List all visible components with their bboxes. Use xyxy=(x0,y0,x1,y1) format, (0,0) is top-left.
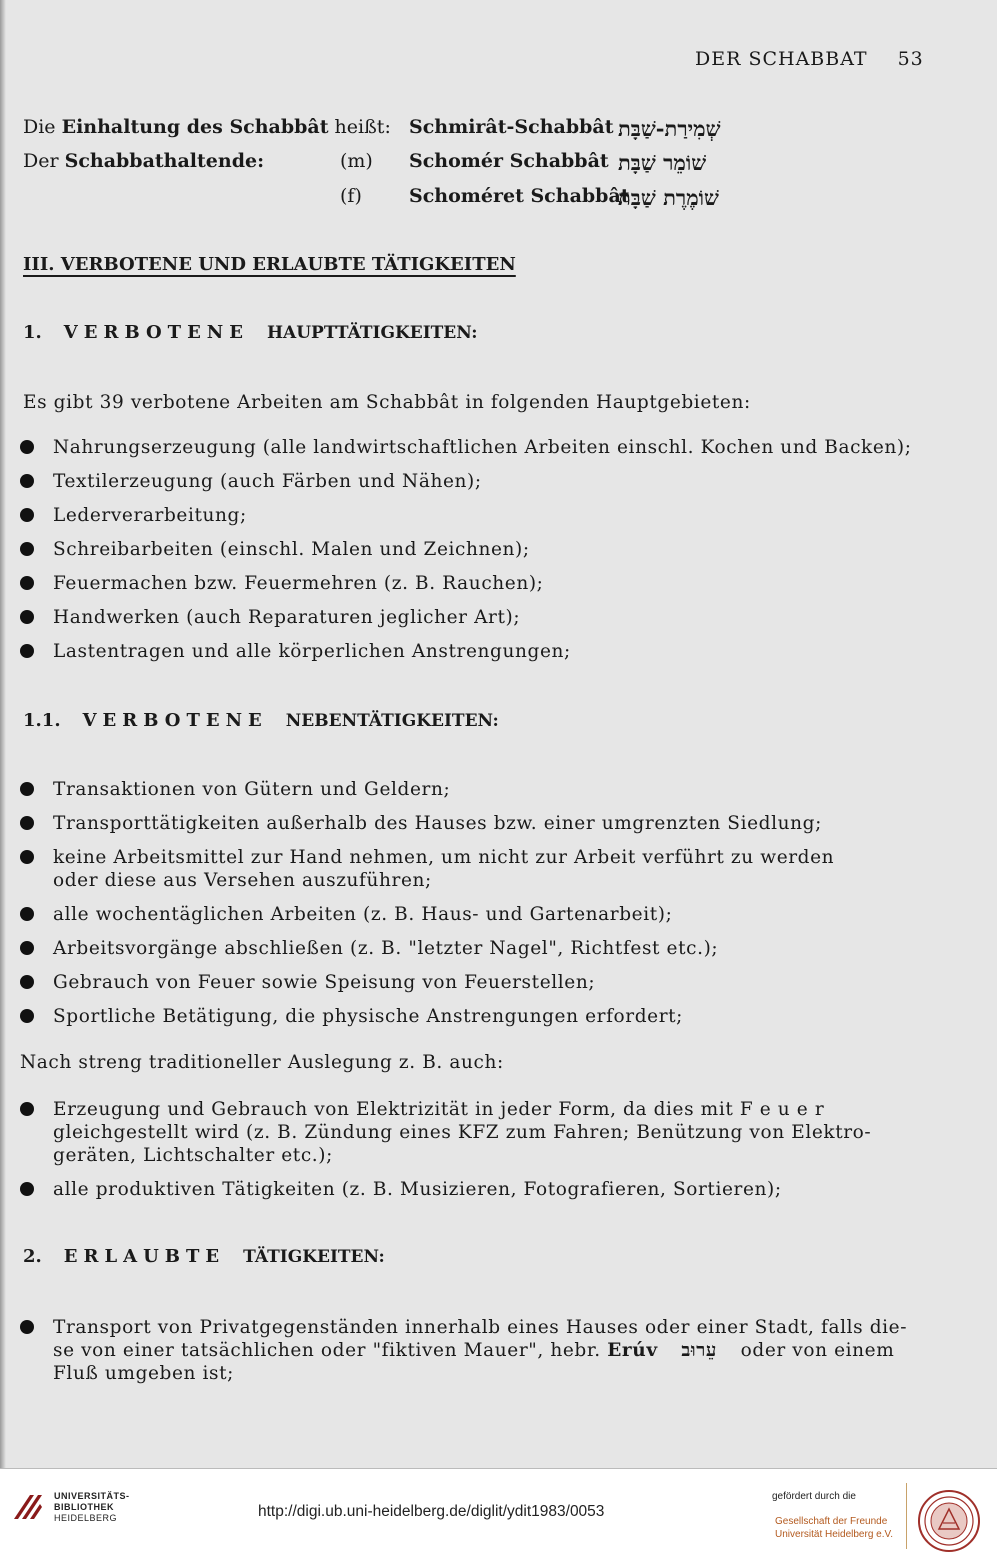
bullet-icon xyxy=(20,782,34,796)
list-item: Schreibarbeiten (einschl. Malen und Zeichnen); xyxy=(20,538,912,561)
running-head xyxy=(695,48,924,70)
library-name: UNIVERSITÄTS- BIBLIOTHEK HEIDELBERG xyxy=(54,1491,130,1523)
section-title: III. VERBOTENE UND ERLAUBTE TÄTIGKEITEN xyxy=(23,254,516,275)
heading-permitted: 2. ERLAUBTE TÄTIGKEITEN: xyxy=(23,1246,385,1267)
list-item: Transaktionen von Gütern und Geldern; xyxy=(20,778,834,801)
bullet-icon xyxy=(20,975,34,989)
bullet-icon xyxy=(20,576,34,590)
heading-forbidden-main: 1. VERBOTENE HAUPTTÄTIGKEITEN: xyxy=(23,322,478,343)
list-item: Lastentragen und alle körperlichen Anstrengungen; xyxy=(20,640,912,663)
bullet-icon xyxy=(20,474,34,488)
term-row-observer-m: Der Schabbathaltende: (m) Schomér Schabbât שׁוֹמֵר שַׁבָּת xyxy=(23,150,707,175)
term-transliteration: Schmirât-Schabbât xyxy=(409,116,614,138)
university-seal-icon xyxy=(917,1489,981,1553)
list-item: Gebrauch von Feuer sowie Speisung von Feuerstellen; xyxy=(20,971,834,994)
term-gender: (m) xyxy=(340,150,373,172)
term-eruv: Erúv xyxy=(607,1340,658,1361)
bullet-icon xyxy=(20,508,34,522)
list-item: Arbeitsvorgänge abschließen (z. B. "letzter Nagel", Richtfest etc.); xyxy=(20,937,834,960)
bullet-icon xyxy=(20,542,34,556)
bullet-icon xyxy=(20,440,34,454)
list-item: Erzeugung und Gebrauch von Elektrizität in jeder Form, da dies mit F e u e r gleichgestellt wird (z. B. Zündung eines KFZ zum Fahren; Benützung von Elektro- geräten, Lichtschalter etc.); xyxy=(20,1098,871,1167)
term-row-observer-f xyxy=(0,185,997,211)
society-name[interactable]: Gesellschaft der Freunde Universität Heidelberg e.V. xyxy=(775,1516,894,1540)
list-item: Sportliche Betätigung, die physische Anstrengungen erfordert; xyxy=(20,1005,834,1028)
term-hebrew: שְׁמִירַת-שַׁבָּת xyxy=(618,116,721,141)
traditional-intro: Nach streng traditioneller Auslegung z. B. auch: xyxy=(20,1052,504,1073)
bullet-icon xyxy=(20,1102,34,1116)
term-transliteration: Schomér Schabbât xyxy=(409,150,609,172)
list-item: Handwerken (auch Reparaturen jeglicher Art); xyxy=(20,606,912,629)
heading-forbidden-secondary: 1.1. VERBOTENE NEBENTÄTIGKEITEN: xyxy=(23,710,499,731)
list-traditional xyxy=(20,1098,871,1201)
list-item: Feuermachen bzw. Feuermehren (z. B. Rauchen); xyxy=(20,572,912,595)
term-hebrew: שׁוֹמֵר שַׁבָּת xyxy=(618,150,707,175)
list-item: Lederverarbeitung; xyxy=(20,504,912,527)
term-transliteration: Schoméret Schabbât xyxy=(409,185,630,207)
term-label: Einhaltung des Schabbât xyxy=(61,116,329,138)
list-forbidden-main xyxy=(20,436,912,663)
running-head-title: DER SCHABBAT xyxy=(695,48,868,70)
funded-by-label: gefördert durch die xyxy=(772,1491,856,1502)
bullet-icon xyxy=(20,907,34,921)
list-permitted xyxy=(20,1316,907,1385)
library-logo-icon xyxy=(10,1489,46,1525)
bullet-icon xyxy=(20,610,34,624)
list-forbidden-secondary xyxy=(20,778,834,1028)
term-hebrew: שׁוֹמֶרֶת שַׁבָּת xyxy=(618,185,719,210)
list-item: Transport von Privatgegenständen innerhalb eines Hauses oder einer Stadt, falls die- se von einer tatsächlichen oder "fiktiven Mauer", hebr. Erúv עֵרוּב oder von einem Fluß umgeben ist; xyxy=(20,1316,907,1385)
term-row-observance: Die Einhaltung des Schabbât heißt: Schmirât-Schabbât שְׁמִירַת-שַׁבָּת xyxy=(23,116,721,141)
list-item: alle wochentäglichen Arbeiten (z. B. Haus- und Gartenarbeit); xyxy=(20,903,834,926)
list-item: Nahrungserzeugung (alle landwirtschaftlichen Arbeiten einschl. Kochen und Backen); xyxy=(20,436,912,459)
viewer-footer xyxy=(0,1468,997,1561)
list-item: keine Arbeitsmittel zur Hand nehmen, um nicht zur Arbeit verführt zu werden oder diese aus Versehen auszuführen; xyxy=(20,846,834,892)
intro-paragraph: Es gibt 39 verbotene Arbeiten am Schabbât in folgenden Hauptgebieten: xyxy=(23,392,751,413)
bullet-icon xyxy=(20,816,34,830)
list-item: alle produktiven Tätigkeiten (z. B. Musizieren, Fotografieren, Sortieren); xyxy=(20,1178,871,1201)
bullet-icon xyxy=(20,1320,34,1334)
bullet-icon xyxy=(20,1009,34,1023)
footer-divider xyxy=(906,1483,907,1549)
permalink-url[interactable]: http://digi.ub.uni-heidelberg.de/diglit/ydit1983/0053 xyxy=(258,1503,605,1520)
hebrew-eruv: עֵרוּב xyxy=(681,1340,717,1361)
bullet-icon xyxy=(20,644,34,658)
bullet-icon xyxy=(20,850,34,864)
page-number: 53 xyxy=(897,48,924,70)
bullet-icon xyxy=(20,1182,34,1196)
term-gender: (f) xyxy=(340,185,362,207)
list-item: Textilerzeugung (auch Färben und Nähen); xyxy=(20,470,912,493)
list-item: Transporttätigkeiten außerhalb des Hauses bzw. einer umgrenzten Siedlung; xyxy=(20,812,834,835)
term-label: Schabbathaltende: xyxy=(64,150,265,172)
bullet-icon xyxy=(20,941,34,955)
